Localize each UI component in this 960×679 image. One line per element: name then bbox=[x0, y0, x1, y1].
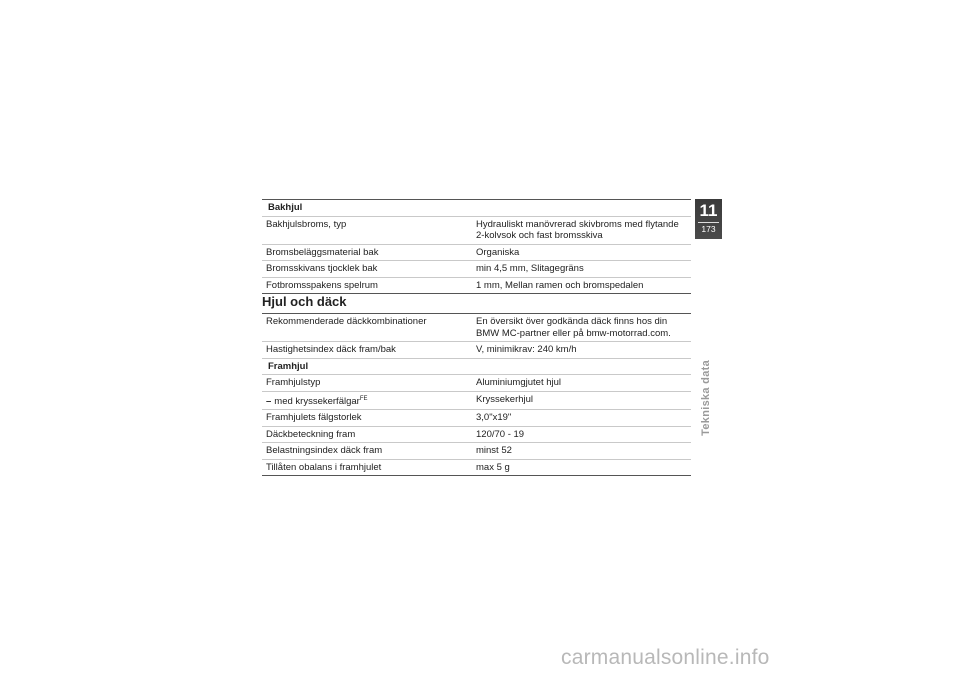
table-row bbox=[262, 245, 691, 262]
row-value: max 5 g bbox=[476, 461, 510, 473]
row-value-line: Hydrauliskt manövrerad skivbroms med flytande bbox=[476, 218, 679, 230]
table-row bbox=[262, 278, 691, 295]
row-label: Bakhjulsbroms, typ bbox=[266, 218, 347, 230]
table-row bbox=[262, 460, 691, 477]
row-label: Däckbeteckning fram bbox=[266, 428, 356, 440]
table-row bbox=[262, 410, 691, 427]
row-value-line: En översikt över godkända däck finns hos din bbox=[476, 316, 668, 327]
row-value-line: BMW MC-partner eller på bmw-motorrad.com. bbox=[476, 327, 671, 339]
table-row bbox=[262, 342, 691, 359]
row-value-line: 2-kolvsok och fast bromsskiva bbox=[476, 230, 603, 241]
section-title: Hjul och däck bbox=[262, 294, 347, 309]
row-label: Rekommenderade däckkombinationer bbox=[266, 316, 427, 327]
watermark: carmanualsonline.info bbox=[561, 646, 770, 669]
chapter-number: 11 bbox=[699, 201, 718, 220]
side-label: Tekniska data bbox=[700, 360, 712, 436]
side-label-container bbox=[700, 360, 715, 460]
table-row bbox=[262, 261, 691, 278]
chapter-tab bbox=[695, 199, 722, 239]
row-value: V, minimikrav: 240 km/h bbox=[476, 344, 577, 355]
row-label: Bromsbeläggsmaterial bak bbox=[266, 246, 379, 258]
row-label: Framhjulstyp bbox=[266, 377, 321, 388]
row-value bbox=[470, 219, 691, 242]
row-label: Tillåten obalans i framhjulet bbox=[266, 461, 382, 473]
bakhjul-table bbox=[262, 199, 691, 294]
row-value: min 4,5 mm, Slitagegräns bbox=[476, 263, 584, 274]
option-code: FE bbox=[359, 395, 368, 402]
page-number: 173 bbox=[701, 224, 716, 234]
row-label: Fotbromsspakens spelrum bbox=[266, 279, 378, 291]
row-label bbox=[262, 394, 470, 408]
row-value: Organiska bbox=[476, 246, 520, 258]
bakhjul-title: Bakhjul bbox=[262, 200, 691, 217]
row-value bbox=[470, 316, 691, 339]
dash-marker: – bbox=[266, 395, 272, 407]
row-label-text: med kryssekerfälgar bbox=[274, 395, 360, 407]
hjul-table bbox=[262, 313, 691, 476]
row-value: minst 52 bbox=[476, 445, 512, 456]
table-row bbox=[262, 314, 691, 342]
row-label: Framhjulets fälgstorlek bbox=[266, 412, 362, 423]
table-row bbox=[262, 427, 691, 444]
table-row bbox=[262, 392, 691, 411]
row-value: 3,0"x19" bbox=[476, 412, 512, 423]
row-value: Kryssekerhjul bbox=[476, 393, 534, 405]
framhjul-title: Framhjul bbox=[262, 359, 691, 376]
row-label: Bromsskivans tjocklek bak bbox=[266, 263, 378, 274]
row-label: Hastighetsindex däck fram/bak bbox=[266, 344, 396, 355]
table-row bbox=[262, 217, 691, 245]
row-value: 1 mm, Mellan ramen och bromspedalen bbox=[476, 279, 644, 291]
row-value: Aluminiumgjutet hjul bbox=[476, 377, 562, 388]
table-row bbox=[262, 443, 691, 460]
row-value: 120/70 - 19 bbox=[476, 428, 525, 440]
row-label: Belastningsindex däck fram bbox=[266, 445, 383, 456]
table-row bbox=[262, 375, 691, 392]
